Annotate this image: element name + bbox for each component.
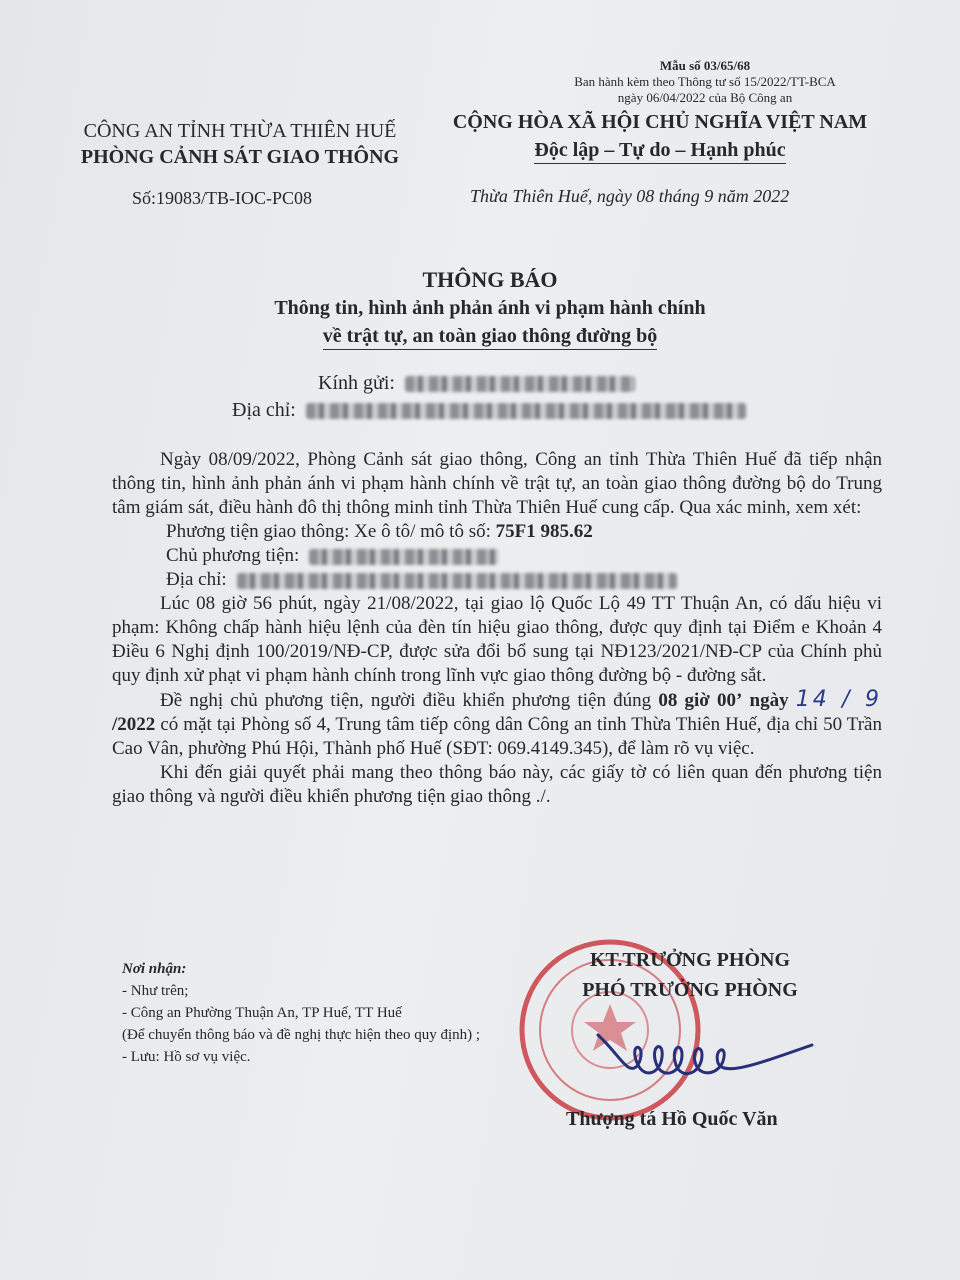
paragraph-3 (112, 688, 882, 761)
form-number-block (540, 58, 870, 106)
p3-day-label: ngày (749, 690, 789, 711)
title-main: THÔNG BÁO (422, 267, 558, 292)
owner-address-label: Địa chỉ: (166, 569, 227, 590)
document-number: Số:19083/TB-IOC-PC08 (132, 188, 313, 208)
redacted-address (306, 403, 746, 419)
document-title (230, 266, 750, 350)
p3-part-a: Đề nghị chủ phương tiện, người điều khiển phương tiện đúng (160, 690, 659, 711)
signer-name: Thượng tá Hồ Quốc Văn (566, 1108, 778, 1130)
recipients-list (122, 958, 502, 1068)
form-issued-date: ngày 06/04/2022 của Bộ Công an (617, 90, 793, 105)
national-header (430, 108, 890, 164)
recipient-line (318, 372, 635, 395)
signature-title-1: KT.TRƯỞNG PHÒNG (590, 949, 790, 971)
paragraph-4: Khi đến giải quyết phải mang theo thông báo này, các giấy tờ có liên quan đến phương tiện giao thông và người điều khiển phương tiện giao thông ./. (112, 762, 882, 807)
p3-time: 08 giờ 00’ (658, 690, 743, 711)
recipient-address-label: Địa chỉ: (232, 399, 296, 421)
vehicle-label: Phương tiện giao thông: Xe ô tô/ mô tô số: (166, 521, 496, 542)
document-body (112, 448, 882, 809)
owner-label: Chủ phương tiện: (166, 545, 300, 566)
form-number: Mẫu số 03/65/68 (659, 58, 751, 73)
handwritten-date: 14 / 9 (795, 687, 883, 712)
title-sub-2: về trật tự, an toàn giao thông đường bộ (323, 325, 658, 350)
redacted-owner (309, 549, 499, 565)
redacted-recipient (405, 376, 635, 392)
title-sub-1: Thông tin, hình ảnh phản ánh vi phạm hành chính (274, 297, 706, 319)
recipients-item-4: - Lưu: Hồ sơ vụ việc. (122, 1049, 251, 1065)
vehicle-line (112, 520, 882, 544)
signature-title-2: PHÓ TRƯỞNG PHÒNG (582, 979, 798, 1001)
redacted-owner-address (237, 573, 677, 589)
p3-part-b: có mặt tại Phòng số 4, Trung tâm tiếp công dân Công an tỉnh Thừa Thiên Huế, địa chỉ 50 Trần Cao Vân, phường Phú Hội, Thành phố Huế (SĐT: 069.4149.345), để làm rõ vụ việc. (112, 714, 882, 759)
form-issued-by: Ban hành kèm theo Thông tư số 15/2022/TT-BCA (574, 74, 836, 89)
paragraph-1: Ngày 08/09/2022, Phòng Cảnh sát giao thông, Công an tỉnh Thừa Thiên Huế đã tiếp nhận thông tin, hình ảnh phản ánh vi phạm hành chính về trật tự, an toàn giao thông đường bộ do Trung tâm giám sát, điều hành đô thị thông minh tỉnh Thừa Thiên Huế cung cấp. Qua xác minh, xem xét: (112, 449, 882, 518)
vehicle-plate: 75F1 985.62 (495, 521, 593, 542)
country-name: CỘNG HÒA XÃ HỘI CHỦ NGHĨA VIỆT NAM (452, 111, 868, 133)
national-motto: Độc lập – Tự do – Hạnh phúc (534, 139, 785, 164)
place-date: Thừa Thiên Huế, ngày 08 tháng 9 năm 2022 (470, 186, 790, 206)
owner-address-line (112, 568, 882, 592)
recipient-label: Kính gửi: (318, 372, 395, 394)
paragraph-2: Lúc 08 giờ 56 phút, ngày 21/08/2022, tại giao lộ Quốc Lộ 49 TT Thuận An, có dấu hiệu vi phạm: Không chấp hành hiệu lệnh của đèn tín hiệu giao thông, được quy định tại Điểm e Khoản 4 Điều 6 Nghị định 100/2019/NĐ-CP, được sửa đổi bổ sung tại NĐ123/2021/NĐ-CP của Chính phủ quy định xử phạt vi phạm hành chính trong lĩnh vực giao thông đường bộ - đường sắt. (112, 593, 882, 686)
agency-header (60, 118, 420, 170)
recipients-item-3: (Để chuyển thông báo và đề nghị thực hiện theo quy định) ; (122, 1027, 481, 1043)
recipients-item-1: - Như trên; (122, 983, 189, 999)
agency-name: PHÒNG CẢNH SÁT GIAO THÔNG (80, 146, 400, 168)
agency-parent: CÔNG AN TỈNH THỪA THIÊN HUẾ (83, 120, 397, 142)
p3-year: /2022 (112, 714, 156, 735)
signature-block (520, 945, 860, 1005)
owner-line (112, 544, 882, 568)
recipients-title: Nơi nhận: (122, 961, 187, 977)
recipients-item-2: - Công an Phường Thuận An, TP Huế, TT Huế (122, 1005, 402, 1021)
recipient-address-line (232, 399, 746, 422)
handwritten-signature (590, 1015, 820, 1085)
